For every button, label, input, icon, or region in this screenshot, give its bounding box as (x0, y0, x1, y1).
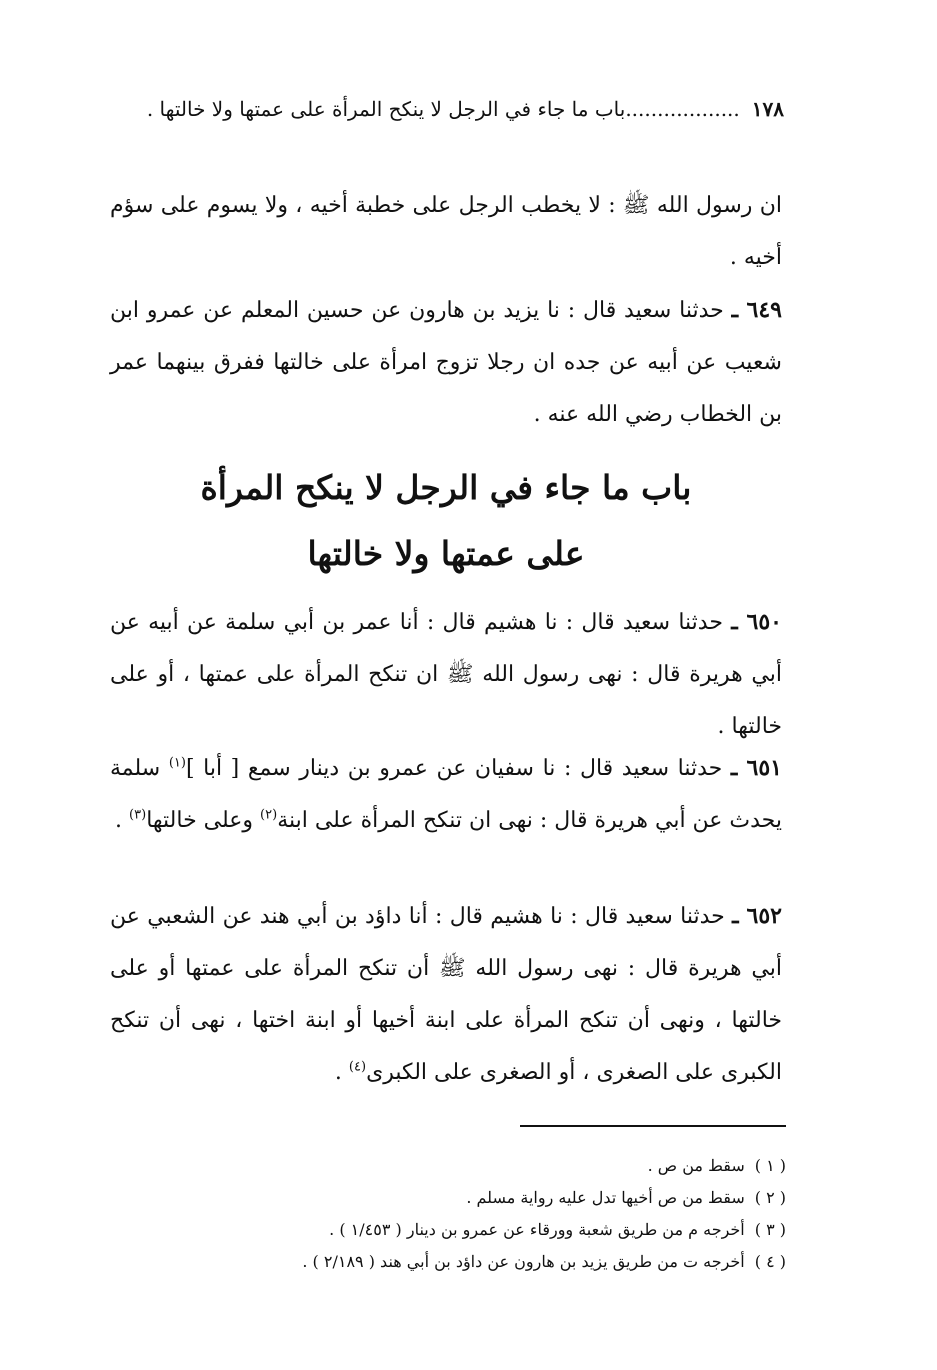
footnote-text: أخرجه م من طريق شعبة وورقاء عن عمرو بن دينار ( ١/٤٥٣ ) . (329, 1220, 745, 1239)
header-dots: .................. (625, 97, 740, 121)
section-title-line-2: على عمتها ولا خالتها (307, 534, 585, 573)
hadith-text-end: . (115, 808, 130, 833)
footnote-item (110, 1182, 786, 1214)
running-header (108, 94, 784, 124)
footnote-ref-1[interactable]: (١) (168, 755, 186, 771)
paragraph-651 (110, 742, 782, 847)
hadith-number: ٦٥٢ ـ (732, 903, 782, 929)
hadith-text: حدثنا سعيد قال : نا سفيان عن عمرو بن دينار سمع [ أبا ] (185, 756, 731, 781)
hadith-text: حدثنا سعيد قال : نا هشيم قال : أنا عمر بن أبي سلمة عن أبيه عن أبي هريرة قال : نهى رسول الله ﷺ ان تنكح المرأة على عمتها ، أو على خالتها . (110, 610, 782, 739)
hadith-text-cont: وعلى خالتها (146, 808, 261, 833)
paragraph-intro: ان رسول الله ﷺ : لا يخطب الرجل على خطبة أخيه ، ولا يسوم على سؤم أخيه . (110, 193, 782, 270)
paragraph-652 (110, 890, 782, 1099)
footnote-number: ( ٢ ) (754, 1188, 786, 1207)
hadith-number: ٦٥١ ـ (730, 755, 782, 781)
footnote-text: سقط من ص . (647, 1156, 745, 1175)
hadith-text: حدثنا سعيد قال : نا يزيد بن هارون عن حسين المعلم عن عمرو ابن شعيب عن أبيه عن جده ان رجلا تزوج امرأة على خالتها ففرق بينهما عمر بن الخطاب رضي الله عنه . (110, 298, 782, 427)
hadith-text-cont: سلمة يحدث عن أبي هريرة قال : نهى ان تنكح المرأة على ابنة (110, 756, 782, 833)
footnote-divider (520, 1125, 786, 1127)
footnote-ref-2[interactable]: (٢) (260, 807, 278, 823)
paragraph-650 (110, 596, 782, 753)
footnote-ref-3[interactable]: (٣) (129, 807, 147, 823)
section-title (110, 455, 782, 587)
footnote-number: ( ٤ ) (754, 1252, 786, 1271)
footnotes (110, 1150, 786, 1278)
hadith-text-end: . (334, 1060, 349, 1085)
hadith-number: ٦٥٠ ـ (731, 609, 782, 635)
footnote-item (110, 1150, 786, 1182)
footnote-number: ( ١ ) (754, 1156, 786, 1175)
footnote-number: ( ٣ ) (754, 1220, 786, 1239)
footnote-text: أخرجه ت من طريق يزيد بن هارون عن داؤد بن أبي هند ( ٢/١٨٩ ) . (302, 1252, 745, 1271)
paragraph-649 (110, 284, 782, 441)
footnote-text: سقط من ص أخيها تدل عليه رواية مسلم . (466, 1188, 745, 1207)
footnote-item (110, 1246, 786, 1278)
running-title: باب ما جاء في الرجل لا ينكح المرأة على عمتها ولا خالتها . (146, 97, 626, 121)
hadith-number: ٦٤٩ ـ (731, 297, 782, 323)
section-title-line-1: باب ما جاء في الرجل لا ينكح المرأة (200, 468, 692, 507)
footnote-item (110, 1214, 786, 1246)
page-number: ١٧٨ (751, 97, 784, 121)
footnote-ref-4[interactable]: (٤) (348, 1059, 367, 1075)
hadith-text: حدثنا سعيد قال : نا هشيم قال : أنا داؤد بن أبي هند عن الشعبي عن أبي هريرة قال : نهى رسول الله ﷺ أن تنكح المرأة على عمتها أو على خالتها ، ونهى أن تنكح المرأة على ابنة أخيها أو ابنة اختها ، نهى أن تنكح الكبرى على الصغرى ، أو الصغرى على الكبرى (110, 904, 782, 1085)
